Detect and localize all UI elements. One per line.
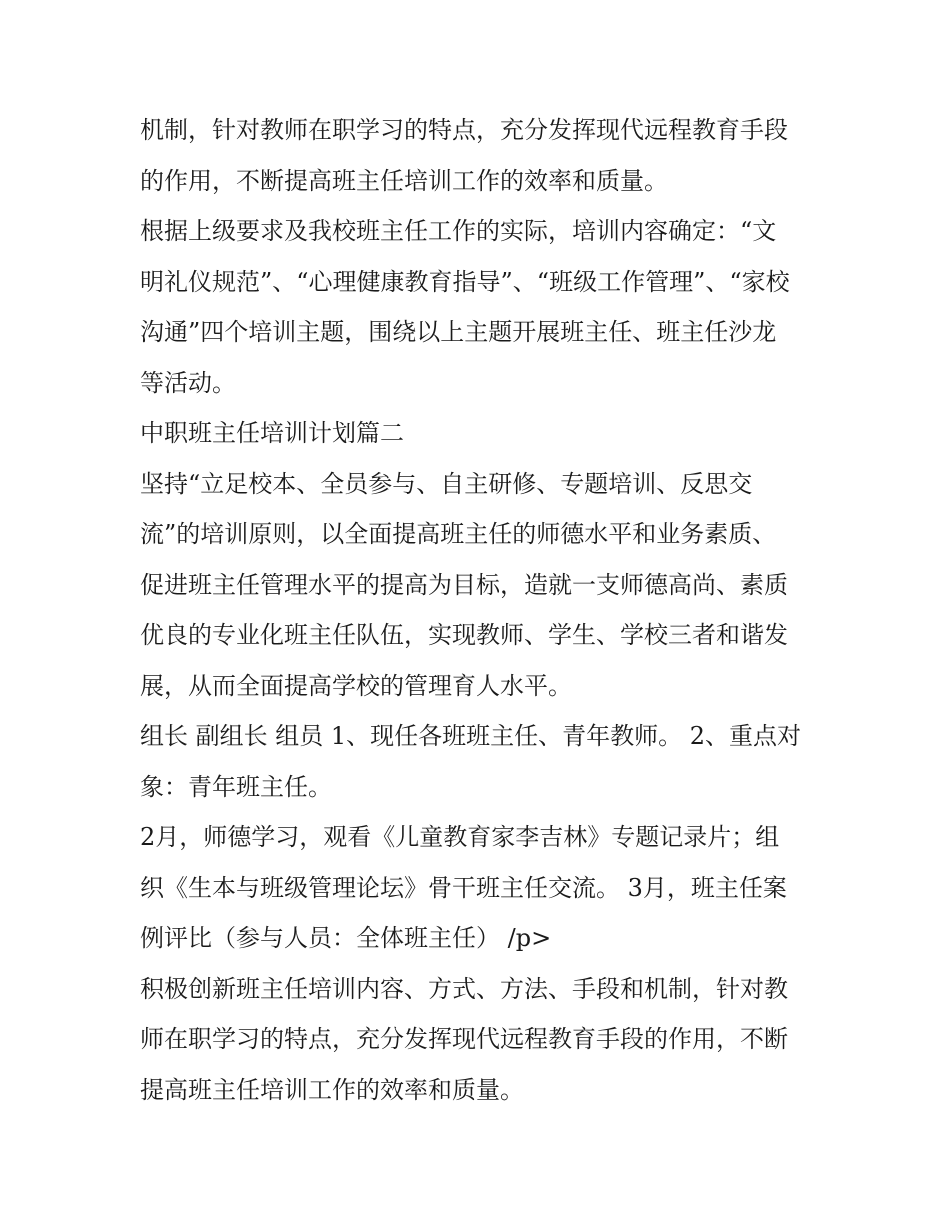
text-line-6: 等活动。 bbox=[140, 368, 236, 397]
text-line-4: 明礼仪规范”、“心理健康教育指导”、“班级工作管理”、“家校 bbox=[140, 267, 790, 296]
text-line-17: 例评比（参与人员：全体班主任） /p> bbox=[140, 924, 552, 952]
text-line-20: 提高班主任培训工作的效率和质量。 bbox=[140, 1075, 524, 1104]
text-line-10: 促进班主任管理水平的提高为目标，造就一支师德高尚、素质 bbox=[140, 570, 788, 599]
text-line-12: 展，从而全面提高学校的管理育人水平。 bbox=[140, 671, 572, 700]
text-line-14: 象：青年班主任。 bbox=[140, 772, 332, 801]
text-line-13: 组长 副组长 组员 1、现任各班班主任、青年教师。 2、重点对 bbox=[140, 722, 802, 750]
document-body bbox=[140, 105, 820, 1115]
text-line-5: 沟通”四个培训主题，围绕以上主题开展班主任、班主任沙龙 bbox=[140, 318, 777, 346]
text-line-18: 积极创新班主任培训内容、方式、方法、手段和机制，针对教 bbox=[140, 974, 788, 1003]
text-line-19: 师在职学习的特点，充分发挥现代远程教育手段的作用，不断 bbox=[140, 1025, 788, 1053]
text-line-8: 坚持“立足校本、全员参与、自主研修、专题培训、反思交 bbox=[140, 469, 753, 498]
text-line-16: 织《生本与班级管理论坛》骨干班主任交流。 3月，班主任案 bbox=[140, 873, 787, 902]
text-line-1: 机制，针对教师在职学习的特点，充分发挥现代远程教育手段 bbox=[140, 116, 788, 144]
text-line-3: 根据上级要求及我校班主任工作的实际，培训内容确定：“文 bbox=[140, 217, 777, 245]
text-line-2: 的作用，不断提高班主任培训工作的效率和质量。 bbox=[140, 166, 668, 195]
text-line-9: 流”的培训原则，以全面提高班主任的师德水平和业务素质、 bbox=[140, 520, 777, 548]
text-line-11: 优良的专业化班主任队伍，实现教师、学生、学校三者和谐发 bbox=[140, 621, 788, 649]
section-heading: 中职班主任培训计划篇二 bbox=[140, 419, 404, 447]
text-line-15: 2月，师德学习，观看《儿童教育家李吉林》专题记录片；组 bbox=[140, 823, 780, 851]
